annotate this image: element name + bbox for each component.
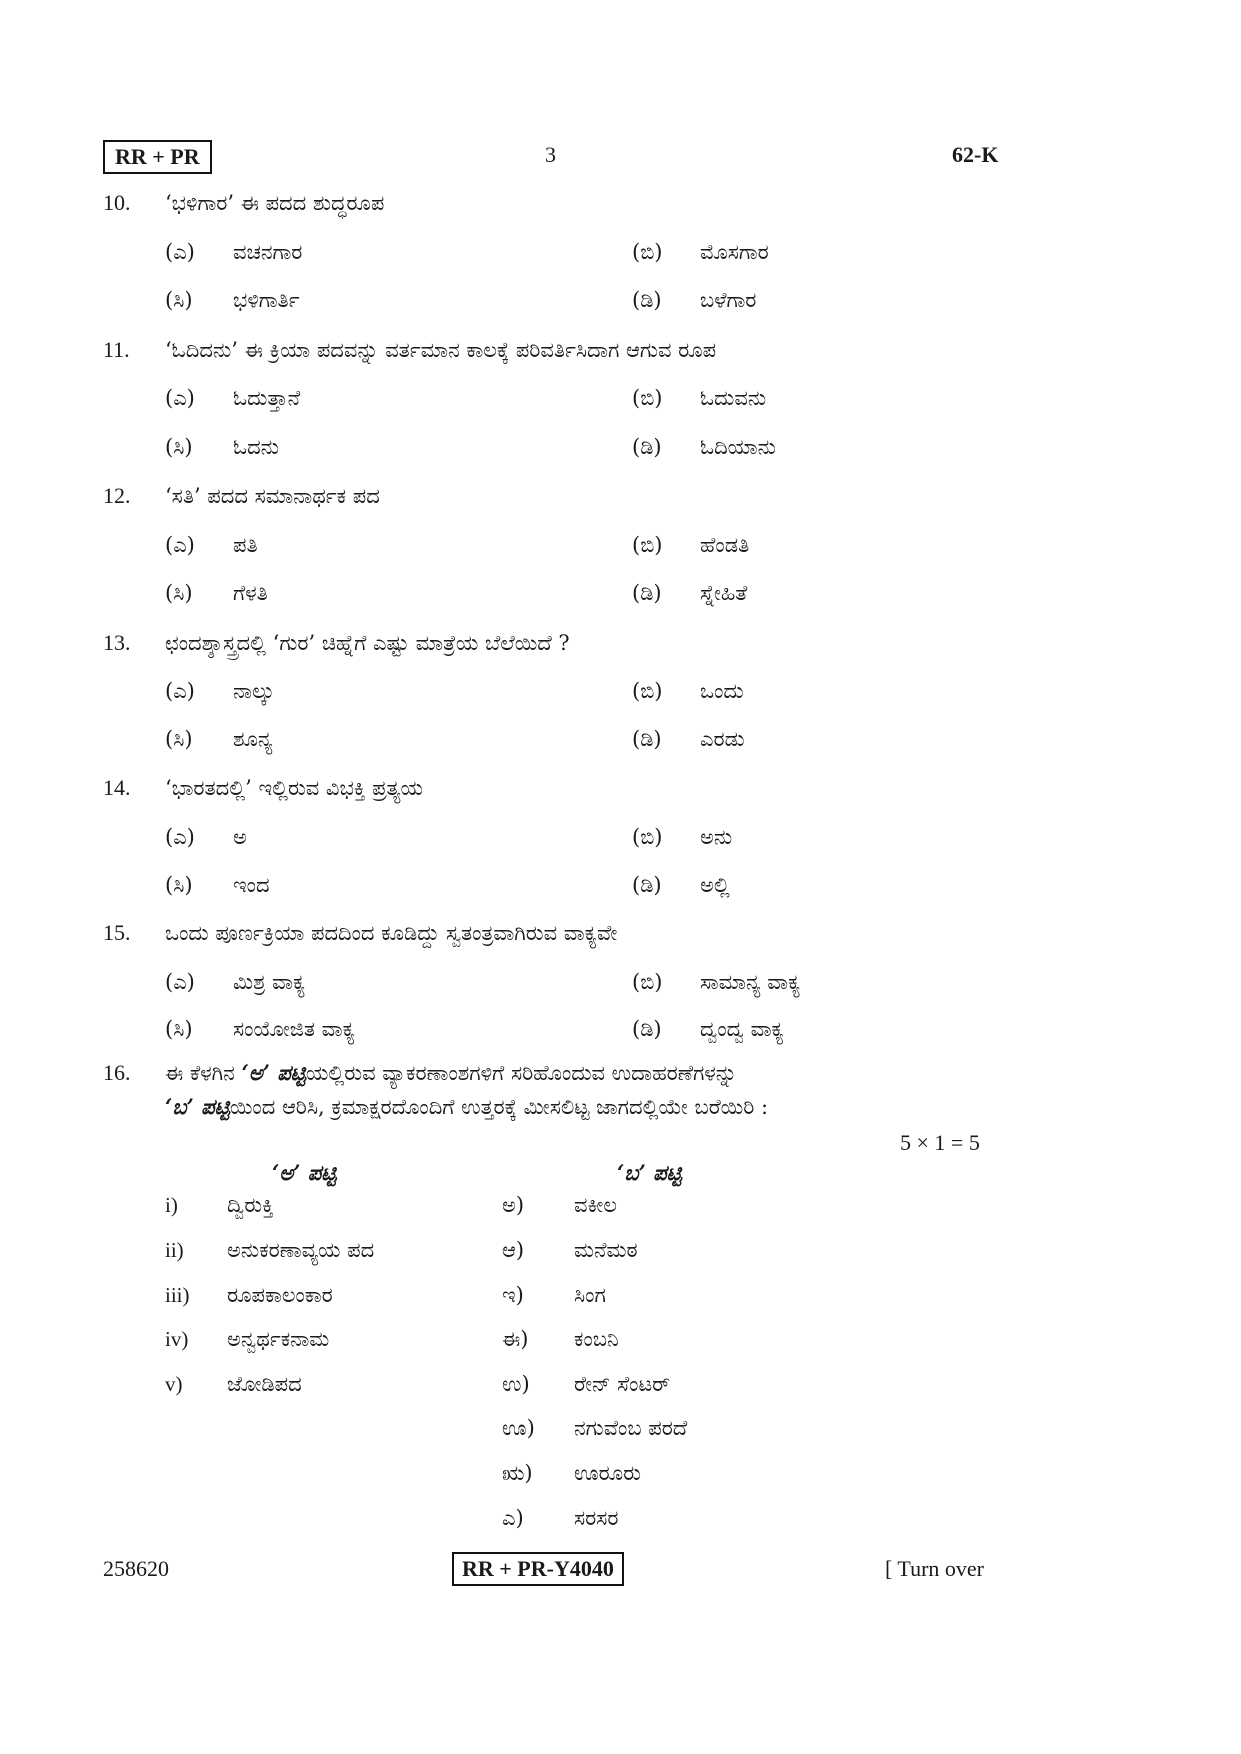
list-b-heading: ‘ಬ’ ಪಟ್ಟಿ: [617, 1160, 682, 1185]
option-d: (ಡಿ) ಓದಿಯಾನು: [632, 435, 776, 459]
list-b-ref: ‘ಬ’ ಪಟ್ಟಿ: [165, 1094, 230, 1119]
list-b-item: ಅ) ವಕೀಲ: [502, 1193, 617, 1217]
question-number: 10.: [103, 190, 131, 215]
question-text: ‘ಭಳಿಗಾರ’ ಈ ಪದದ ಶುದ್ಧರೂಪ: [165, 191, 385, 215]
question-14: [103, 773, 423, 803]
option-d: (ಡಿ) ಎರಡು: [632, 727, 745, 751]
page-number: 3: [545, 142, 556, 167]
footer-serial-number: 258620: [103, 1556, 169, 1581]
option-c: (ಸಿ) ಭಳಿಗಾರ್ತಿ: [165, 288, 300, 312]
list-a-item: ii) ಅನುಕರಣಾವ್ಯಯ ಪದ: [165, 1238, 375, 1262]
question-text: ಒಂದು ಪೂರ್ಣಕ್ರಿಯಾ ಪದದಿಂದ ಕೂಡಿದ್ದು ಸ್ವತಂತ್ರವಾಗಿರುವ ವಾಕ್ಯವೇ: [165, 921, 618, 945]
option-d: (ಡಿ) ಅಲ್ಲಿ: [632, 873, 730, 897]
question-15: [103, 918, 617, 948]
option-c: (ಸಿ) ಗೆಳತಿ: [165, 581, 268, 605]
list-a-item: i) ದ್ವಿರುಕ್ತಿ: [165, 1193, 274, 1217]
question-text: ‘ಓದಿದನು’ ಈ ಕ್ರಿಯಾ ಪದವನ್ನು ವರ್ತಮಾನ ಕಾಲಕ್ಕೆ ಪರಿವರ್ತಿಸಿದಾಗ ಆಗುವ ರೂಪ: [165, 338, 717, 362]
option-b: (ಬಿ) ಹೆಂಡತಿ: [632, 533, 750, 557]
option-c: (ಸಿ) ಓದನು: [165, 435, 280, 459]
list-b-item: ಊ) ನಗುವೆಂಬ ಪರದೆ: [502, 1416, 688, 1440]
turn-over-note: [ Turn over: [885, 1556, 985, 1581]
option-a: (ಎ) ವಚನಗಾರ: [165, 240, 303, 264]
header-box-label: RR + PR: [103, 140, 212, 174]
question-number: 12.: [103, 483, 131, 508]
option-a: (ಎ) ಮಿಶ್ರ ವಾಕ್ಯ: [165, 970, 306, 994]
list-b-item: ಋ) ಊರೂರು: [502, 1461, 641, 1485]
question-number: 15.: [103, 920, 131, 945]
option-a: (ಎ) ನಾಲ್ಕು: [165, 679, 275, 703]
list-a-heading: ‘ಅ’ ಪಟ್ಟಿ: [272, 1160, 337, 1185]
option-c: (ಸಿ) ಶೂನ್ಯ: [165, 727, 273, 751]
option-b: (ಬಿ) ಅನು: [632, 825, 733, 849]
question-text: ಛಂದಶ್ಶಾಸ್ತ್ರದಲ್ಲಿ ‘ಗುರ’ ಚಿಹ್ನೆಗೆ ಎಷ್ಟು ಮಾತ್ರೆಯ ಬೆಲೆಯಿದೆ ?: [165, 631, 570, 655]
question-13: [103, 628, 570, 658]
list-b-item: ಈ) ಕಂಬನಿ: [502, 1327, 619, 1351]
option-d: (ಡಿ) ಬಳೆಗಾರ: [632, 288, 757, 312]
option-d: (ಡಿ) ದ್ವಂದ್ವ ವಾಕ್ಯ: [632, 1017, 784, 1041]
question-10: [103, 188, 384, 218]
option-b: (ಬಿ) ಮೊಸಗಾರ: [632, 240, 769, 264]
footer-box-label: RR + PR-Y4040: [452, 1552, 624, 1586]
question-number: 14.: [103, 775, 131, 800]
list-b-item: ಉ) ರೇನ್ ಸೆಂಟರ್: [502, 1372, 671, 1396]
question-text: ‘ಸತಿ’ ಪದದ ಸಮಾನಾರ್ಥಕ ಪದ: [165, 484, 380, 508]
marks-allocation: 5 × 1 = 5: [900, 1130, 980, 1155]
list-b-item: ಆ) ಮನೆಮಠ: [502, 1238, 638, 1262]
question-11: [103, 335, 716, 365]
list-b-item: ಇ) ಸಿಂಗ: [502, 1283, 606, 1307]
list-a-item: v) ಜೋಡಿಪದ: [165, 1372, 302, 1396]
option-b: (ಬಿ) ಒಂದು: [632, 679, 744, 703]
list-b-item: ಎ) ಸರಸರ: [502, 1506, 619, 1530]
option-a: (ಎ) ಪತಿ: [165, 533, 258, 557]
option-a: (ಎ) ಓದುತ್ತಾನೆ: [165, 386, 301, 410]
question-16-instruction: ಈ ಕೆಳಗಿನ ‘ಅ’ ಪಟ್ಟಿಯಲ್ಲಿರುವ ವ್ಯಾಕರಣಾಂಶಗಳಿಗೆ ಸರಿಹೊಂದುವ ಉದಾಹರಣೆಗಳನ್ನು ‘ಬ’ ಪಟ್ಟಿಯಿಂದ ಆರಿಸಿ, ಕ್ರಮಾಕ್ಷರದೊಂದಿಗೆ ಉತ್ತರಕ್ಕೆ ಮೀಸಲಿಟ್ಟ ಜಾಗದಲ್ಲಿಯೇ ಬರೆಯಿರಿ :: [165, 1060, 769, 1119]
paper-code: 62-K: [952, 142, 999, 167]
option-a: (ಎ) ಅ: [165, 825, 247, 849]
option-b: (ಬಿ) ಸಾಮಾನ್ಯ ವಾಕ್ಯ: [632, 970, 801, 994]
list-a-item: iv) ಅನ್ವರ್ಥಕನಾಮ: [165, 1327, 330, 1351]
option-c: (ಸಿ) ಇಂದ: [165, 873, 270, 897]
option-c: (ಸಿ) ಸಂಯೋಜಿತ ವಾಕ್ಯ: [165, 1017, 355, 1041]
question-16-number: 16.: [103, 1060, 131, 1085]
question-12: [103, 481, 380, 511]
question-text: ‘ಭಾರತದಲ್ಲಿ’ ಇಲ್ಲಿರುವ ವಿಭಕ್ತಿ ಪ್ರತ್ಯಯ: [165, 776, 424, 800]
question-number: 13.: [103, 630, 131, 655]
option-d: (ಡಿ) ಸ್ನೇಹಿತೆ: [632, 581, 748, 605]
option-b: (ಬಿ) ಓದುವನು: [632, 386, 767, 410]
question-number: 11.: [103, 337, 130, 362]
list-a-ref: ‘ಅ’ ಪಟ್ಟಿ: [241, 1060, 306, 1085]
list-a-item: iii) ರೂಪಕಾಲಂಕಾರ: [165, 1283, 333, 1307]
